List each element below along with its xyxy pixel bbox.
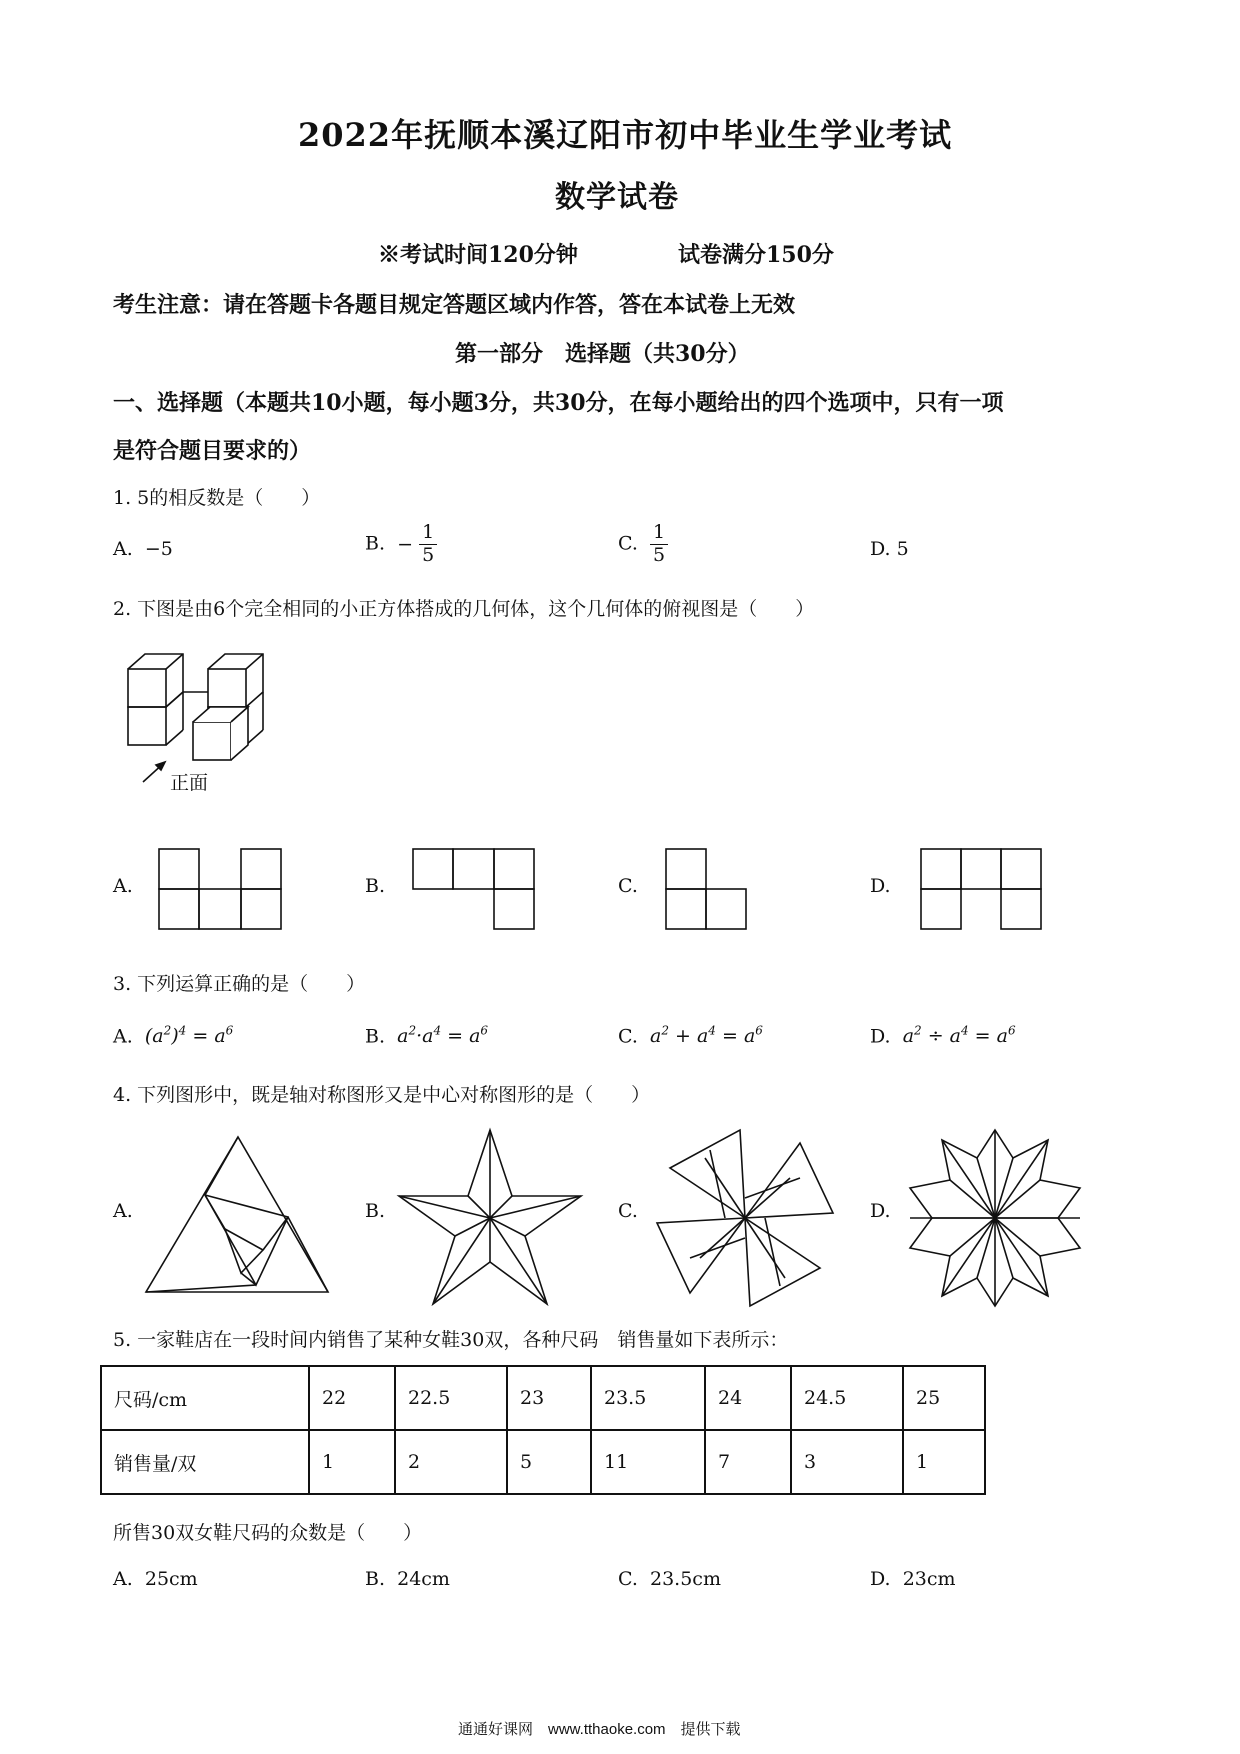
q1-option-d [870,538,909,560]
option-text: 23.5cm [650,1568,721,1590]
fraction [650,522,668,567]
q4-star-figure [395,1128,585,1308]
table-cell: 2 [395,1430,507,1494]
q1-stem: 1. 5的相反数是（ ） [113,487,321,509]
q4-pinwheel-figure [650,1128,840,1308]
q3-stem: 3. 下列运算正确的是（ ） [113,973,366,995]
formula: $a^2\cdot a^4 = a^6$ [397,1024,489,1048]
q3-option-a [113,1024,233,1047]
table-cell: 销售量/双 [101,1430,309,1494]
table-cell: 5 [507,1430,591,1494]
exam-title: 2022年抚顺本溪辽阳市初中毕业生学业考试 [298,116,953,154]
table-cell: 23 [507,1366,591,1430]
q5-option-b [365,1568,450,1590]
q4-option-d-label: D. [870,1200,891,1222]
option-label: C. [618,1025,638,1048]
option-text: 23cm [902,1568,956,1590]
option-label: D. [870,538,891,560]
q2-option-a-label: A. [113,875,133,897]
part-title: 第一部分 选择题（共30分） [455,341,750,367]
front-label: 正面 [170,773,209,794]
table-row [101,1430,985,1494]
table-cell: 尺码/cm [101,1366,309,1430]
q4-option-c-label: C. [618,1200,638,1222]
option-label: B. [365,532,386,555]
option-label: B. [365,1568,386,1590]
option-label: A. [113,1025,133,1048]
q2-option-b-label: B. [365,875,386,897]
time-info: ※考试时间120分钟 [378,242,578,268]
q4-triangle-figure [143,1135,333,1295]
q2-option-c-figure [665,848,790,932]
q4-option-a-label: A. [113,1200,133,1222]
table-cell: 3 [791,1430,903,1494]
q5-option-d [870,1568,956,1590]
option-text: 5 [896,538,909,560]
cube-figure [125,650,285,780]
q4-flower-figure [900,1128,1090,1308]
table-row [101,1366,985,1430]
table-cell: 24 [705,1366,791,1430]
q2-stem: 2. 下图是由6个完全相同的小正方体搭成的几何体，这个几何体的俯视图是（ ） [113,598,815,620]
notice: 考生注意：请在答题卡各题目规定答题区域内作答，答在本试卷上无效 [113,292,796,318]
denominator: 5 [653,543,666,566]
formula: $(a^2)^4 = a^6$ [144,1024,234,1048]
option-label: A. [113,538,133,560]
formula: $a^2 + a^4 = a^6$ [650,1024,763,1048]
minus-sign: − [397,533,414,556]
q2-option-d-figure [920,848,1045,932]
section-line-1: 一、选择题（本题共10小题，每小题3分，共30分，在每小题给出的四个选项中，只有一项 [113,390,1004,416]
score-info: 试卷满分150分 [678,242,834,268]
shoe-size-table [100,1365,986,1495]
table-cell: 1 [903,1430,985,1494]
fraction [419,522,437,567]
table-cell: 7 [705,1430,791,1494]
formula: $a^2 \div a^4 = a^6$ [902,1024,1016,1048]
denominator: 5 [422,543,435,566]
option-label: C. [618,1568,638,1590]
section-line-2: 是符合题目要求的） [113,438,312,464]
q2-option-d-label: D. [870,875,891,897]
q3-option-c [618,1024,763,1047]
q2-option-a-figure [158,848,283,932]
q5-stem: 5. 一家鞋店在一段时间内销售了某种女鞋30双，各种尺码 销售量如下表所示： [113,1329,789,1351]
q5-option-c [618,1568,721,1590]
option-label: B. [365,1025,386,1048]
table-cell: 23.5 [591,1366,705,1430]
numerator: 1 [650,522,668,545]
exam-subtitle: 数学试卷 [555,180,679,215]
q5-option-a [113,1568,198,1590]
q1-option-c [618,522,668,567]
q1-option-a [113,538,173,560]
q5-question: 所售30双女鞋尺码的众数是（ ） [113,1522,423,1544]
q1-option-b [365,522,437,567]
table-cell: 11 [591,1430,705,1494]
table-cell: 1 [309,1430,395,1494]
q2-option-c-label: C. [618,875,638,897]
option-label: D. [870,1025,891,1048]
q4-option-b-label: B. [365,1200,386,1222]
table-cell: 22.5 [395,1366,507,1430]
table-cell: 22 [309,1366,395,1430]
option-label: A. [113,1568,133,1590]
q4-stem: 4. 下列图形中，既是轴对称图形又是中心对称图形的是（ ） [113,1084,651,1106]
option-label: C. [618,532,638,555]
footer-source: 通通好课网 www.tthaoke.com 提供下载 [458,1721,741,1738]
option-text: −5 [144,538,173,560]
q3-option-d [870,1024,1016,1047]
table-cell: 25 [903,1366,985,1430]
table-cell: 24.5 [791,1366,903,1430]
option-text: 25cm [144,1568,198,1590]
numerator: 1 [419,522,437,545]
option-text: 24cm [397,1568,450,1590]
q2-option-b-figure [412,848,537,932]
option-label: D. [870,1568,891,1590]
q3-option-b [365,1024,488,1047]
